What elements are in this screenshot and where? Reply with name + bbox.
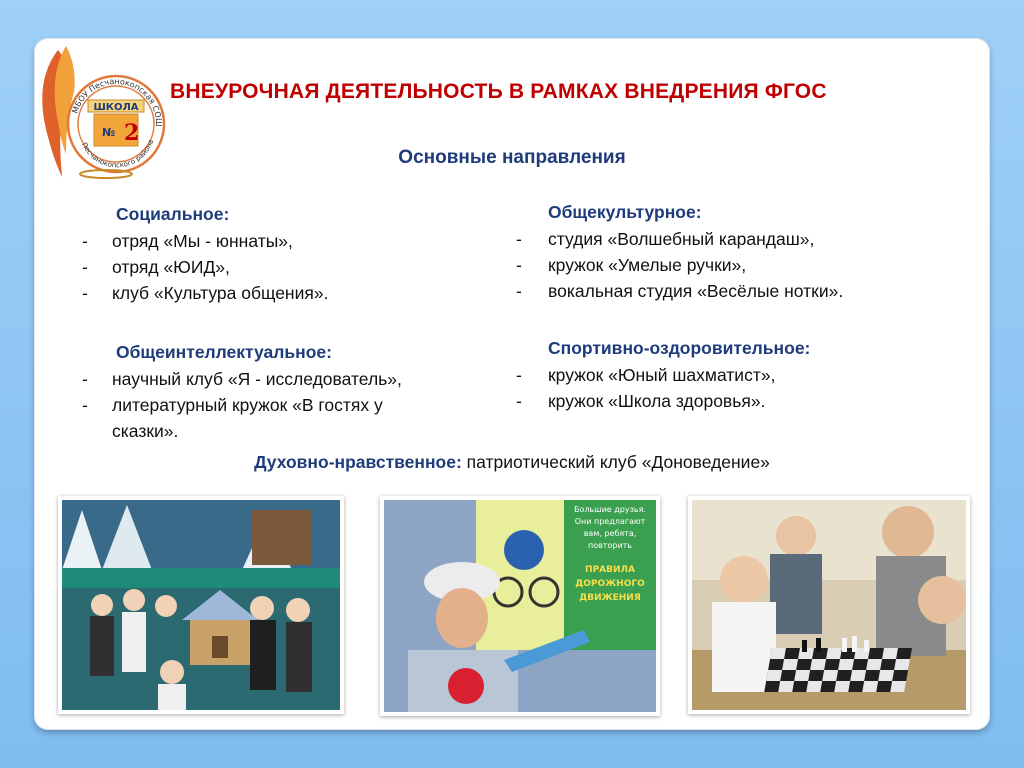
- list-item: сказки».: [112, 421, 179, 441]
- photo-traffic-rules: [380, 496, 660, 716]
- poster-line6: ДОРОЖНОГО: [575, 579, 645, 589]
- section-intellectual-list: [82, 366, 522, 444]
- poster-line3: вам, ребята,: [583, 529, 637, 538]
- logo-number-value: 2: [124, 120, 140, 146]
- poster-line2: Они предлагают: [574, 517, 646, 526]
- section-sport: [516, 338, 976, 414]
- slide-title: ВНЕУРОЧНАЯ ДЕЯТЕЛЬНОСТЬ В РАМКАХ ВНЕДРЕНИЯ ФГОС: [170, 80, 827, 103]
- section-social-list: [82, 228, 522, 306]
- section-cultural-list: [516, 226, 976, 304]
- list-item: - студия «Волшебный карандаш»,: [516, 229, 815, 249]
- list-item: - отряд «Мы - юннаты»,: [82, 231, 293, 251]
- footer-line: [0, 452, 1024, 473]
- section-sport-heading: Спортивно-оздоровительное:: [548, 338, 811, 358]
- list-item: - кружок «Школа здоровья».: [516, 391, 766, 411]
- poster-line7: ДВИЖЕНИЯ: [579, 593, 641, 603]
- logo-number-label: №: [102, 126, 116, 139]
- footer-text: патриотический клуб «Доноведение»: [461, 452, 770, 472]
- list-item: - кружок «Юный шахматист»,: [516, 365, 776, 385]
- logo-ring-text: МБОУ Песчанокопская СОШ: [70, 76, 164, 127]
- slide-subtitle: Основные направления: [398, 147, 626, 168]
- list-item: - литературный кружок «В гостях у: [82, 395, 383, 415]
- photo-chess-club: [688, 496, 970, 714]
- logo-school-label: ШКОЛА: [93, 102, 139, 113]
- photo-puppet-theatre: [58, 496, 344, 714]
- poster-line4: повторить: [587, 541, 633, 550]
- section-sport-list: [516, 362, 976, 414]
- section-intellectual: [82, 342, 522, 444]
- logo-bottom-text: Песчанокопского района: [79, 138, 156, 170]
- poster-line1: Большие друзья.: [574, 505, 646, 514]
- section-cultural: [516, 202, 976, 304]
- list-item: - кружок «Умелые ручки»,: [516, 255, 747, 275]
- footer-label: Духовно-нравственное:: [254, 452, 462, 472]
- section-cultural-heading: Общекультурное:: [548, 202, 702, 222]
- list-item: - клуб «Культура общения».: [82, 283, 329, 303]
- poster-line5: ПРАВИЛА: [585, 565, 635, 575]
- section-social-heading: Социальное:: [116, 204, 230, 224]
- section-social: [82, 204, 522, 306]
- list-item: - научный клуб «Я - исследователь»,: [82, 369, 402, 389]
- list-item: - отряд «ЮИД»,: [82, 257, 230, 277]
- section-intellectual-heading: Общеинтеллектуальное:: [116, 342, 332, 362]
- list-item: - вокальная студия «Весёлые нотки».: [516, 281, 844, 301]
